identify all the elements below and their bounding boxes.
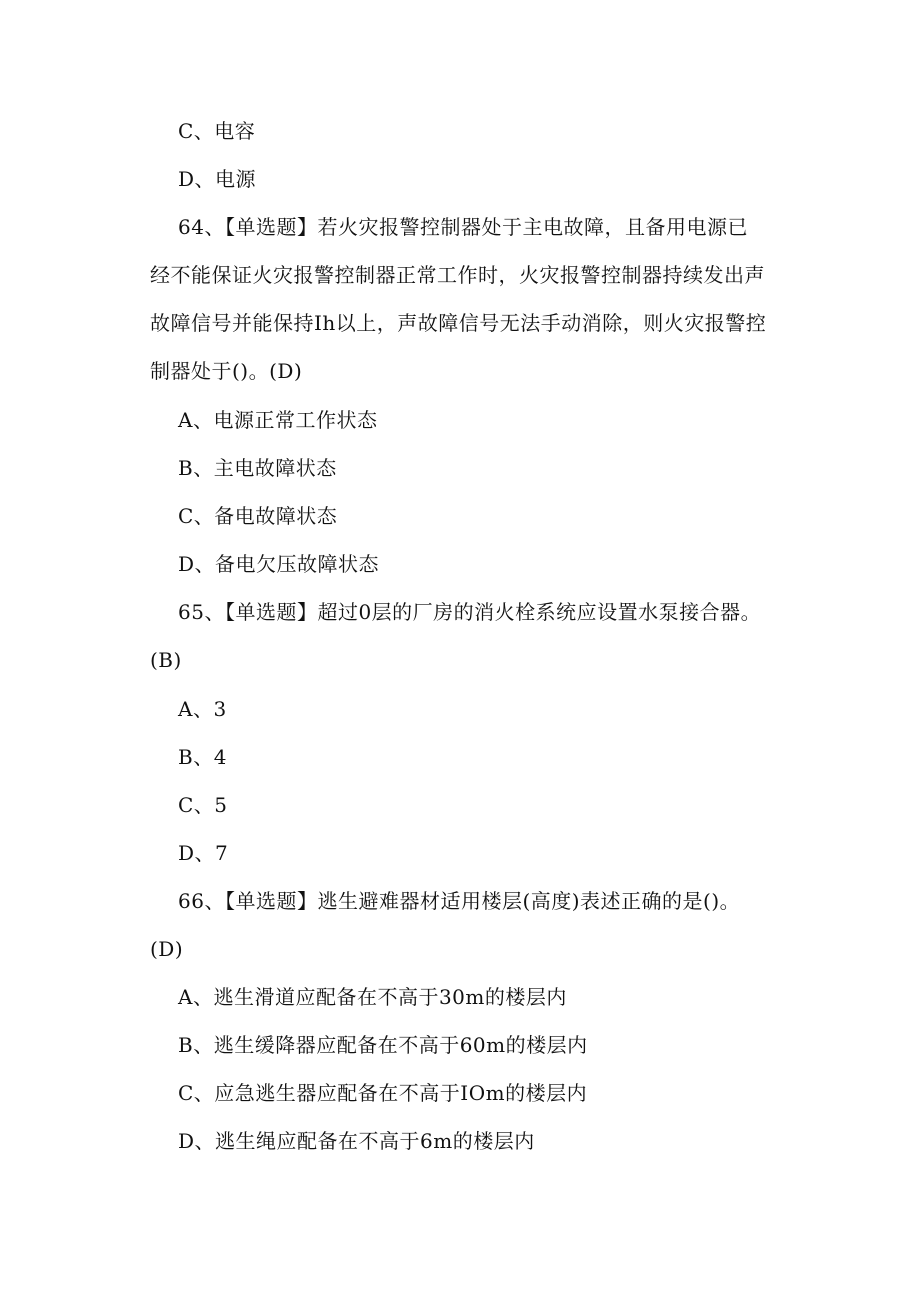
question-66-option-a: A、逃生滑道应配备在不高于30m的楼层内 — [178, 985, 567, 1009]
question-66-option-d: D、逃生绳应配备在不高于6m的楼层内 — [178, 1129, 535, 1153]
question-65-option-d: D、7 — [178, 841, 229, 865]
question-66-line-1: 66、【单选题】逃生避难器材适用楼层(高度)表述正确的是()。 — [178, 889, 741, 913]
option-c-prev: C、电容 — [178, 119, 256, 143]
question-64-line-2: 经不能保证火灾报警控制器正常工作时，火灾报警控制器持续发出声 — [150, 263, 765, 287]
question-65-line-1: 65、【单选题】超过0层的厂房的消火栓系统应设置水泵接合器。 — [178, 600, 762, 624]
question-64-option-b: B、主电故障状态 — [178, 456, 337, 480]
question-64-option-d: D、备电欠压故障状态 — [178, 552, 380, 576]
question-64-option-c: C、备电故障状态 — [178, 504, 338, 528]
question-65-line-2: (B) — [150, 648, 182, 672]
question-64-line-4: 制器处于()。(D) — [150, 359, 303, 383]
question-64-line-3: 故障信号并能保持Ih以上，声故障信号无法手动消除，则火灾报警控 — [150, 311, 767, 335]
question-65-option-c: C、5 — [178, 793, 228, 817]
question-66-option-b: B、逃生缓降器应配备在不高于60m的楼层内 — [178, 1033, 588, 1057]
question-65-option-b: B、4 — [178, 745, 227, 769]
option-d-prev: D、电源 — [178, 167, 257, 191]
question-65-option-a: A、3 — [178, 697, 227, 721]
question-66-line-2: (D) — [150, 937, 184, 961]
question-66-option-c: C、应急逃生器应配备在不高于IOm的楼层内 — [178, 1081, 588, 1105]
question-64-option-a: A、电源正常工作状态 — [178, 408, 378, 432]
question-64-line-1: 64、【单选题】若火灾报警控制器处于主电故障，且备用电源已 — [178, 215, 748, 239]
